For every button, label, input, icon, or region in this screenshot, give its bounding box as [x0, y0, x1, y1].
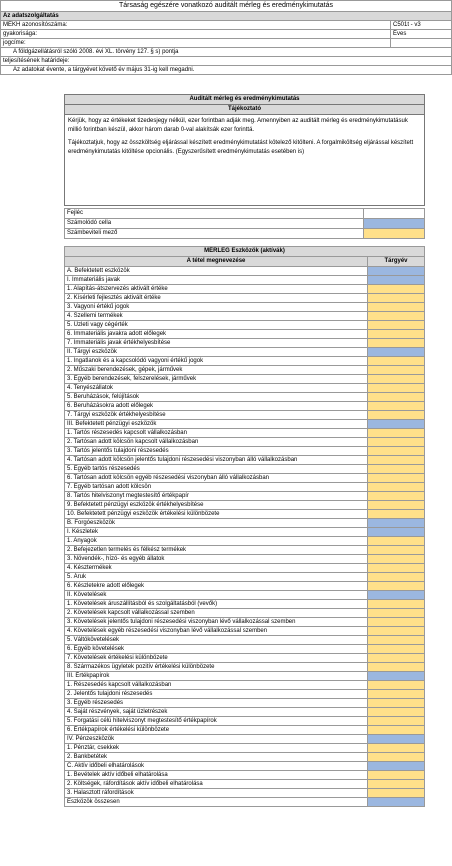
input-cell[interactable] [368, 618, 425, 627]
row-label: Eszközök összesen [65, 798, 368, 807]
input-cell[interactable] [368, 375, 425, 384]
mekh-id-label: MEKH azonosítószáma: [1, 21, 391, 30]
table-row [65, 708, 425, 717]
computed-cell [368, 798, 425, 807]
row-label: 4. Tenyészállatok [65, 384, 368, 393]
computed-cell [368, 528, 425, 537]
info-box-subtitle: Tájékoztató [65, 105, 424, 115]
row-label: I. Immateriális javak [65, 276, 368, 285]
row-label: A. Befektetett eszközök [65, 267, 368, 276]
row-label: 2. Követelések kapcsolt vállalkozással szemben [65, 609, 368, 618]
legal-title-value [391, 39, 452, 48]
computed-cell [368, 267, 425, 276]
input-cell[interactable] [368, 483, 425, 492]
row-label: 1. Részesedés kapcsolt vállalkozásban [65, 681, 368, 690]
computed-cell [368, 348, 425, 357]
table-row [65, 411, 425, 420]
input-cell[interactable] [368, 699, 425, 708]
row-label: B. Forgóeszközök [65, 519, 368, 528]
row-label: 5. Forgatási célú hitelviszonyt megtestesítő értékpapírok [65, 717, 368, 726]
table-row [65, 375, 425, 384]
row-label: 5. Váltókövetelések [65, 636, 368, 645]
row-label: 5. Beruházások, felújítások [65, 393, 368, 402]
input-cell[interactable] [368, 465, 425, 474]
table-row [65, 771, 425, 780]
input-cell[interactable] [368, 645, 425, 654]
balance-title: MÉRLEG Eszközök (aktívák) [65, 247, 425, 257]
table-row [65, 483, 425, 492]
table-row [65, 672, 425, 681]
row-label: 8. Tartós hitelviszonyt megtestesítő értékpapír [65, 492, 368, 501]
row-label: 3. Követelések jelentős tulajdoni részesedési viszonyban lévő vállalkozással szemben [65, 618, 368, 627]
table-row [65, 663, 425, 672]
row-label: 1. Ingatlanok és a kapcsolódó vagyoni értékű jogok [65, 357, 368, 366]
input-cell[interactable] [368, 726, 425, 735]
row-label: 1. Követelések áruszállításból és szolgáltatásból (vevők) [65, 600, 368, 609]
table-row [65, 780, 425, 789]
row-label: 4. Követelések egyéb részesedési viszonyban lévő vállalkozással szemben [65, 627, 368, 636]
balance-sheet-table [64, 246, 425, 807]
table-row [65, 609, 425, 618]
row-label: 3. Egyéb részesedés [65, 699, 368, 708]
input-cell[interactable] [368, 555, 425, 564]
input-cell[interactable] [368, 339, 425, 348]
row-label: 3. Tartós jelentős tulajdoni részesedés [65, 447, 368, 456]
table-row [65, 735, 425, 744]
legend-label-header: Fejléc [65, 209, 364, 219]
input-cell[interactable] [368, 753, 425, 762]
table-row [65, 321, 425, 330]
row-label: 3. Növendék-, hízó- és egyéb állatok [65, 555, 368, 564]
row-label: 4. Késztermékek [65, 564, 368, 573]
input-cell[interactable] [368, 564, 425, 573]
table-row [65, 465, 425, 474]
row-label: 3. Halasztott ráfordítások [65, 789, 368, 798]
row-label: 1. Anyagok [65, 537, 368, 546]
row-label: II. Követelések [65, 591, 368, 600]
row-label: IV. Pénzeszközök [65, 735, 368, 744]
input-cell[interactable] [368, 744, 425, 753]
info-box-title: Auditált mérleg és eredménykimutatás [65, 95, 424, 105]
row-label: 8. Származékos ügyletek pozitív értékelési különbözete [65, 663, 368, 672]
table-row [65, 555, 425, 564]
table-row [65, 447, 425, 456]
table-row [65, 645, 425, 654]
frequency-value: Éves [391, 30, 452, 39]
row-label: 2. Költségek, ráfordítások aktív időbeli elhatárolása [65, 780, 368, 789]
page-title: Társaság egészére vonatkozó auditált mérleg és eredménykimutatás [1, 1, 452, 12]
legend-swatch-computed [364, 219, 425, 229]
row-label: 7. Tárgyi eszközök értékhelyesbítése [65, 411, 368, 420]
row-label: 1. Bevételek aktív időbeli elhatárolása [65, 771, 368, 780]
column-header-value: Tárgyév [368, 257, 425, 267]
input-cell[interactable] [368, 681, 425, 690]
input-cell[interactable] [368, 708, 425, 717]
input-cell[interactable] [368, 492, 425, 501]
row-label: 10. Befektetett pénzügyi eszközök értékelési különbözete [65, 510, 368, 519]
table-row [65, 744, 425, 753]
table-row [65, 717, 425, 726]
row-label: 9. Befektetett pénzügyi eszközök értékhelyesbítése [65, 501, 368, 510]
row-label: 6. Beruházásokra adott előlegek [65, 402, 368, 411]
input-cell[interactable] [368, 537, 425, 546]
deadline-label: teljesítésének határideje: [1, 57, 452, 66]
input-cell[interactable] [368, 429, 425, 438]
computed-cell [368, 591, 425, 600]
deadline-text: Az adatokat évente, a tárgyévet követő év május 31-ig kell megadni. [1, 66, 452, 75]
legal-basis: A földgázellátásról szóló 2008. évi XL. törvény 127. § s) pontja [1, 48, 452, 57]
info-paragraph-1: Kérjük, hogy az értékeket tizedesjegy nélkül, ezer forintban adják meg. Amennyiben az auditált mérleg és eredménykimutatásuk millió forintban készül, akkor három darab 0-val alakítsák ezer forinttá. [68, 118, 408, 133]
row-label: 1. Alapítás-átszervezés aktivált értéke [65, 285, 368, 294]
row-label: III. Értékpapírok [65, 672, 368, 681]
table-row [65, 519, 425, 528]
row-label: 4. Tartósan adott kölcsön jelentős tulajdoni részesedési viszonyban álló vállalkozásban [65, 456, 368, 465]
table-row [65, 366, 425, 375]
row-label: 6. Immateriális javakra adott előlegek [65, 330, 368, 339]
input-cell[interactable] [368, 456, 425, 465]
input-cell[interactable] [368, 384, 425, 393]
table-row [65, 627, 425, 636]
row-label: 7. Egyéb tartósan adott kölcsön [65, 483, 368, 492]
input-cell[interactable] [368, 312, 425, 321]
mekh-id-value: C501t - v3 [391, 21, 452, 30]
row-label: C. Aktív időbeli elhatárolások [65, 762, 368, 771]
table-row [65, 510, 425, 519]
computed-cell [368, 276, 425, 285]
table-row [65, 528, 425, 537]
table-row [65, 294, 425, 303]
table-row [65, 564, 425, 573]
table-row [65, 573, 425, 582]
input-cell[interactable] [368, 447, 425, 456]
row-label: 6. Tartósan adott kölcsön egyéb részesedési viszonyban álló vállalkozásban [65, 474, 368, 483]
table-row [65, 438, 425, 447]
table-row [65, 393, 425, 402]
input-cell[interactable] [368, 438, 425, 447]
table-row [65, 429, 425, 438]
table-row [65, 357, 425, 366]
legend-label-input: Számbeviteli mező [65, 229, 364, 239]
row-label: 1. Tartós részesedés kapcsolt vállalkozásban [65, 429, 368, 438]
table-row [65, 303, 425, 312]
table-row [65, 726, 425, 735]
row-label: 2. Tartósan adott kölcsön kapcsolt vállalkozásban [65, 438, 368, 447]
row-label: 2. Kísérleti fejlesztés aktivált értéke [65, 294, 368, 303]
row-label: 2. Műszaki berendezések, gépek, járművek [65, 366, 368, 375]
legal-title-label: jogcíme: [1, 39, 391, 48]
table-row [65, 789, 425, 798]
row-label: III. Befektetett pénzügyi eszközök [65, 420, 368, 429]
table-row [65, 501, 425, 510]
input-cell[interactable] [368, 402, 425, 411]
frequency-label: gyakorisága: [1, 30, 391, 39]
table-row [65, 600, 425, 609]
section-label: Az adatszolgáltatás [1, 12, 452, 21]
table-row [65, 348, 425, 357]
computed-cell [368, 420, 425, 429]
table-row [65, 402, 425, 411]
row-label: 7. Immateriális javak értékhelyesbítése [65, 339, 368, 348]
row-label: 2. Jelentős tulajdoni részesedés [65, 690, 368, 699]
input-cell[interactable] [368, 294, 425, 303]
table-row [65, 636, 425, 645]
row-label: 5. Áruk [65, 573, 368, 582]
table-row [65, 762, 425, 771]
table-row [65, 681, 425, 690]
computed-cell [368, 735, 425, 744]
table-row [65, 267, 425, 276]
input-cell[interactable] [368, 303, 425, 312]
row-label: 7. Követelések értékelési különbözete [65, 654, 368, 663]
table-row [65, 384, 425, 393]
input-cell[interactable] [368, 771, 425, 780]
color-legend [64, 208, 425, 239]
table-row [65, 582, 425, 591]
table-row [65, 654, 425, 663]
table-row [65, 420, 425, 429]
computed-cell [368, 762, 425, 771]
row-label: 3. Vagyoni értékű jogok [65, 303, 368, 312]
row-label: 4. Saját részvények, saját üzletrészek [65, 708, 368, 717]
input-cell[interactable] [368, 663, 425, 672]
table-row [65, 537, 425, 546]
table-row [65, 285, 425, 294]
row-label: 5. Egyéb tartós részesedés [65, 465, 368, 474]
column-header-item: A tétel megnevezése [65, 257, 368, 267]
row-label: 3. Egyéb berendezések, felszerelések, járművek [65, 375, 368, 384]
input-cell[interactable] [368, 609, 425, 618]
legend-swatch-header [364, 209, 425, 219]
input-cell[interactable] [368, 717, 425, 726]
row-label: 2. Befejezetlen termelés és félkész termékek [65, 546, 368, 555]
input-cell[interactable] [368, 285, 425, 294]
computed-cell [368, 519, 425, 528]
row-label: 4. Szellemi termékek [65, 312, 368, 321]
table-row [65, 618, 425, 627]
table-row [65, 798, 425, 807]
row-label: II. Tárgyi eszközök [65, 348, 368, 357]
input-cell[interactable] [368, 780, 425, 789]
row-label: 1. Pénztár, csekkek [65, 744, 368, 753]
table-row [65, 474, 425, 483]
input-cell[interactable] [368, 789, 425, 798]
input-cell[interactable] [368, 510, 425, 519]
input-cell[interactable] [368, 330, 425, 339]
table-row [65, 492, 425, 501]
input-cell[interactable] [368, 627, 425, 636]
row-label: 6. Egyéb követelések [65, 645, 368, 654]
table-row [65, 330, 425, 339]
table-row [65, 456, 425, 465]
input-cell[interactable] [368, 411, 425, 420]
table-row [65, 690, 425, 699]
input-cell[interactable] [368, 636, 425, 645]
input-cell[interactable] [368, 600, 425, 609]
legend-swatch-input [364, 229, 425, 239]
input-cell[interactable] [368, 474, 425, 483]
input-cell[interactable] [368, 501, 425, 510]
table-row [65, 591, 425, 600]
info-box [64, 94, 425, 206]
table-row [65, 546, 425, 555]
input-cell[interactable] [368, 321, 425, 330]
header-info-table [0, 0, 452, 75]
legend-label-computed: Számolódó cella [65, 219, 364, 229]
table-row [65, 312, 425, 321]
table-row [65, 699, 425, 708]
input-cell[interactable] [368, 393, 425, 402]
input-cell[interactable] [368, 366, 425, 375]
info-paragraph-2: Tájékoztatjuk, hogy az összköltség eljárással készített eredménykimutatást kötelező kitölteni. A forgalmiköltség eljárással készített eredménykimutatás kitöltése opcionális. (Egyszerűsített eredménykimutatás esetében is) [68, 140, 414, 155]
table-row [65, 339, 425, 348]
input-cell[interactable] [368, 546, 425, 555]
row-label: 6. Készletekre adott előlegek [65, 582, 368, 591]
row-label: 6. Értékpapírok értékelési különbözete [65, 726, 368, 735]
input-cell[interactable] [368, 573, 425, 582]
table-row [65, 276, 425, 285]
input-cell[interactable] [368, 357, 425, 366]
row-label: I. Készletek [65, 528, 368, 537]
input-cell[interactable] [368, 582, 425, 591]
table-row [65, 753, 425, 762]
input-cell[interactable] [368, 654, 425, 663]
row-label: 5. Üzleti vagy cégérték [65, 321, 368, 330]
row-label: 2. Bankbetétek [65, 753, 368, 762]
computed-cell [368, 672, 425, 681]
input-cell[interactable] [368, 690, 425, 699]
